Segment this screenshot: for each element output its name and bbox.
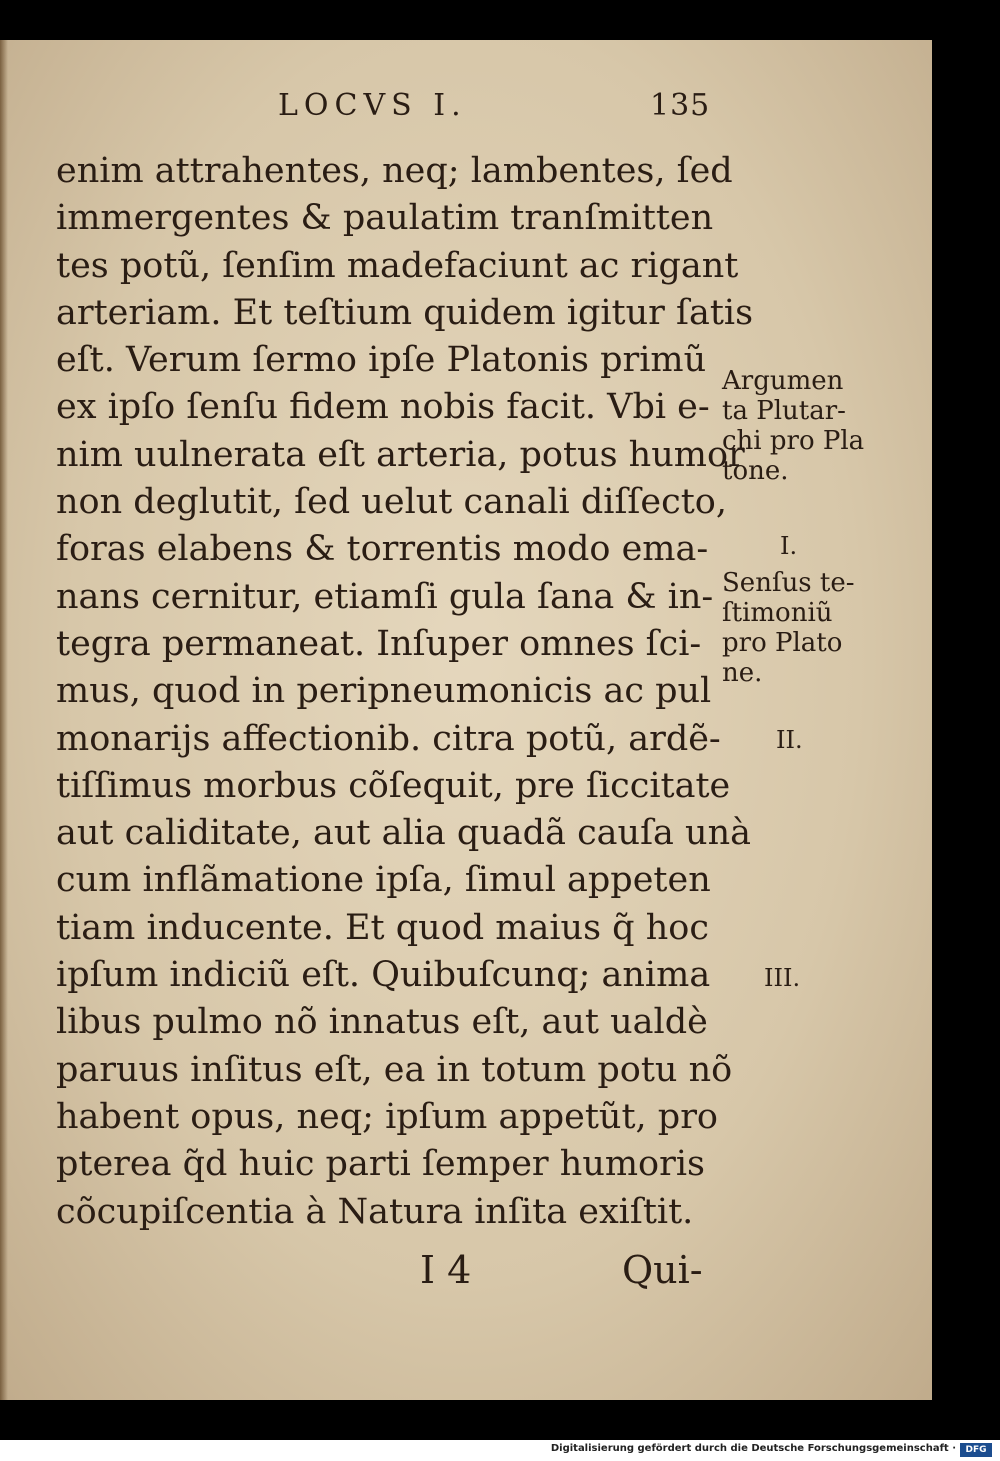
- text-line: mus, quod in peripneumonicis ac pul: [56, 671, 712, 712]
- margin-note-line: ta Plutar-: [722, 396, 846, 426]
- text-line: tegra permaneat. Inſuper omnes ſci-: [56, 623, 702, 664]
- margin-note-line: tone.: [722, 456, 789, 486]
- signature-mark: I 4: [420, 1248, 472, 1292]
- text-line: tiam inducente. Et quod maius q̃ hoc: [56, 907, 709, 948]
- text-line: tiſſimus morbus cõſequit, pre ſiccitate: [56, 765, 731, 806]
- page-number: 135: [650, 88, 711, 123]
- text-line: ex ipſo ſenſu fidem nobis facit. Vbi e-: [56, 387, 710, 428]
- margin-note-sensus: [722, 568, 855, 688]
- text-line: eſt. Verum ſermo ipſe Platonis primũ: [56, 340, 707, 381]
- margin-number-1: I.: [780, 532, 798, 560]
- text-line: libus pulmo nõ innatus eſt, aut ualdè: [56, 1002, 708, 1043]
- text-line: non deglutit, ſed uelut canali diſſecto,: [56, 482, 727, 523]
- digitization-credit-bar: [0, 1440, 1000, 1461]
- margin-note-line: pro Plato: [722, 628, 843, 658]
- text-line: nim uulnerata eſt arteria, potus humor: [56, 434, 745, 475]
- text-line: cõcupiſcentia à Natura inſita exiſtit.: [56, 1191, 694, 1232]
- text-line: tes potũ, ſenſim madefaciunt ac rigant: [56, 245, 739, 286]
- text-line: arteriam. Et teſtium quidem igitur ſatis: [56, 292, 754, 333]
- text-line: immergentes & paulatim tranſmitten: [56, 198, 714, 239]
- margin-number-2: II.: [776, 726, 803, 754]
- margin-note-argumenta: [722, 366, 864, 486]
- margin-note-line: Senſus te-: [722, 568, 855, 598]
- text-line: enim attrahentes, neq; lambentes, ſed: [56, 151, 733, 191]
- text-line: paruus inſitus eſt, ea in totum potu nõ: [56, 1049, 733, 1090]
- text-line: monarijs affectionib. citra potũ, ardẽ-: [56, 718, 721, 759]
- text-line: nans cernitur, etiamſi gula ſana & in-: [56, 576, 714, 617]
- running-title: LOCVS I.: [278, 88, 467, 123]
- text-line: habent opus, neq; ipſum appetũt, pro: [56, 1096, 718, 1137]
- dfg-logo: DFG: [960, 1443, 992, 1457]
- margin-number-3: III.: [764, 964, 801, 992]
- page-header: [0, 88, 932, 128]
- text-line: cum inflãmatione ipſa, ſimul appeten: [56, 860, 711, 901]
- catchword: Qui-: [622, 1248, 703, 1292]
- credit-text: Digitalisierung gefördert durch die Deutsche Forschungsgemeinschaft ·: [550, 1443, 956, 1454]
- text-line: ipſum indiciũ eſt. Quibuſcunq; anima: [56, 955, 711, 996]
- body-text: [56, 148, 754, 1236]
- margin-note-line: Argumen: [722, 366, 844, 396]
- page-gutter-shadow: [0, 40, 8, 1400]
- text-line: pterea q̃d huic parti ſemper humoris: [56, 1144, 706, 1185]
- margin-note-line: ne.: [722, 658, 763, 688]
- text-line: foras elabens & torrentis modo ema-: [56, 529, 709, 570]
- text-line: aut caliditate, aut alia quadã cauſa unà: [56, 813, 751, 854]
- margin-note-line: ſtimoniũ: [722, 598, 833, 628]
- margin-note-line: chi pro Pla: [722, 426, 865, 456]
